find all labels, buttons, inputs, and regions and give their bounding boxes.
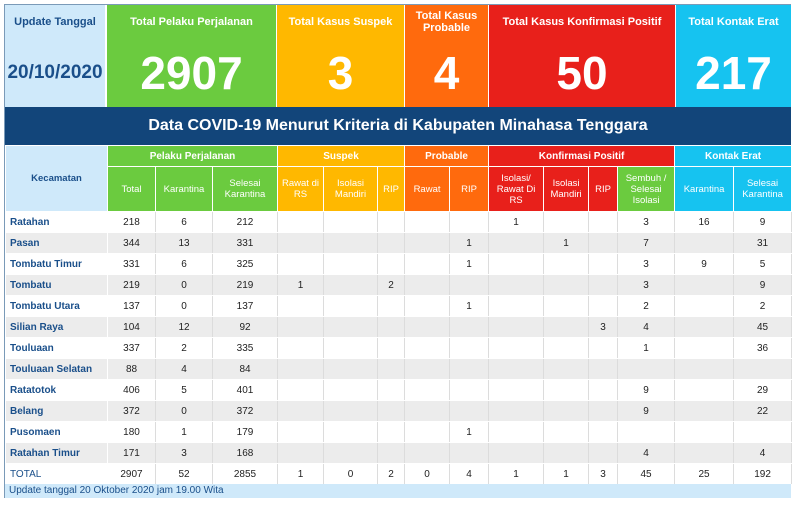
- table-cell: 3: [156, 443, 213, 464]
- table-cell: [675, 443, 734, 464]
- table-cell: [405, 233, 450, 254]
- table-cell: [489, 296, 544, 317]
- table-cell: 0: [156, 401, 213, 422]
- table-cell: 9: [675, 254, 734, 275]
- table-row: [6, 422, 792, 443]
- subheader-suspect-isolation: Isolasi Mandiri: [324, 167, 378, 212]
- table-cell: 372: [108, 401, 156, 422]
- table-cell: 335: [213, 338, 278, 359]
- table-cell: [378, 296, 405, 317]
- kecamatan-name: Tombatu Utara: [6, 296, 108, 317]
- table-cell: [278, 380, 324, 401]
- table-cell: 9: [734, 275, 792, 296]
- table-cell: 1: [489, 464, 544, 485]
- table-cell: [278, 359, 324, 380]
- table-cell: [324, 359, 378, 380]
- table-cell: 2: [734, 296, 792, 317]
- total-travel-value: 2907: [140, 47, 243, 99]
- kecamatan-name: Belang: [6, 401, 108, 422]
- subheader-probable-care: Rawat: [405, 167, 450, 212]
- group-header-confirmed: Konfirmasi Positif: [489, 146, 675, 167]
- group-header-suspect: Suspek: [278, 146, 405, 167]
- table-cell: [489, 401, 544, 422]
- table-cell: [405, 422, 450, 443]
- table-cell: 1: [278, 275, 324, 296]
- kecamatan-name: Pusomaen: [6, 422, 108, 443]
- table-cell: [450, 401, 489, 422]
- total-suspect-card: [277, 5, 404, 107]
- table-title-banner: Data COVID-19 Menurut Kriteria di Kabupaten Minahasa Tenggara: [5, 107, 791, 145]
- table-cell: [378, 401, 405, 422]
- table-cell: 4: [618, 317, 675, 338]
- table-cell: [278, 296, 324, 317]
- update-date-card: [5, 5, 106, 107]
- kecamatan-name: Touluaan Selatan: [6, 359, 108, 380]
- table-cell: 137: [108, 296, 156, 317]
- table-cell: [734, 359, 792, 380]
- table-cell: 1: [278, 464, 324, 485]
- total-confirmed-card: [489, 5, 675, 107]
- subheader-travel-done: Selesai Karantina: [213, 167, 278, 212]
- table-cell: [405, 380, 450, 401]
- table-cell: [405, 317, 450, 338]
- table-cell: 13: [156, 233, 213, 254]
- total-contact-label: Total Kontak Erat: [688, 16, 779, 28]
- total-travel-card: [107, 5, 276, 107]
- table-cell: [324, 317, 378, 338]
- table-cell: [589, 233, 618, 254]
- table-cell: 5: [734, 254, 792, 275]
- table-cell: [278, 233, 324, 254]
- table-cell: [544, 380, 589, 401]
- table-cell: [378, 212, 405, 233]
- table-cell: 2: [618, 296, 675, 317]
- table-cell: [278, 422, 324, 443]
- kecamatan-name: TOTAL: [6, 464, 108, 485]
- table-cell: 218: [108, 212, 156, 233]
- kecamatan-name: Ratatotok: [6, 380, 108, 401]
- table-cell: [324, 254, 378, 275]
- group-header-travel: Pelaku Perjalanan: [108, 146, 278, 167]
- table-cell: [734, 422, 792, 443]
- table-cell: 25: [675, 464, 734, 485]
- subheader-probable-rip: RIP: [450, 167, 489, 212]
- table-body: [6, 212, 792, 485]
- total-confirmed-label: Total Kasus Konfirmasi Positif: [502, 16, 662, 28]
- table-cell: [544, 275, 589, 296]
- table-cell: 6: [156, 212, 213, 233]
- table-row: [6, 443, 792, 464]
- table-cell: 1: [618, 338, 675, 359]
- table-cell: 0: [156, 275, 213, 296]
- table-cell: [405, 443, 450, 464]
- subheader-contact-quarantine: Karantina: [675, 167, 734, 212]
- table-cell: [324, 401, 378, 422]
- table-cell: [324, 212, 378, 233]
- group-header-probable: Probable: [405, 146, 489, 167]
- table-cell: [489, 275, 544, 296]
- total-probable-value: 4: [433, 47, 460, 99]
- table-cell: [378, 233, 405, 254]
- table-cell: [618, 359, 675, 380]
- table-cell: [589, 212, 618, 233]
- table-cell: 331: [213, 233, 278, 254]
- table-cell: [324, 275, 378, 296]
- table-cell: [378, 359, 405, 380]
- total-contact-value: 217: [695, 47, 772, 99]
- table-cell: [450, 338, 489, 359]
- table-cell: 219: [108, 275, 156, 296]
- table-cell: [489, 317, 544, 338]
- table-cell: [589, 296, 618, 317]
- kecamatan-name: Tombatu: [6, 275, 108, 296]
- table-cell: [378, 254, 405, 275]
- table-cell: [544, 443, 589, 464]
- table-cell: [618, 422, 675, 443]
- table-cell: [324, 296, 378, 317]
- table-cell: [450, 317, 489, 338]
- table-cell: 1: [156, 422, 213, 443]
- table-cell: 9: [618, 401, 675, 422]
- table-cell: 1: [450, 254, 489, 275]
- subheader-confirmed-hospital: Isolasi/ Rawat Di RS: [489, 167, 544, 212]
- table-row: [6, 275, 792, 296]
- table-cell: [589, 275, 618, 296]
- table-cell: 337: [108, 338, 156, 359]
- table-cell: 219: [213, 275, 278, 296]
- kecamatan-name: Touluaan: [6, 338, 108, 359]
- table-cell: [675, 233, 734, 254]
- table-cell: 344: [108, 233, 156, 254]
- table-cell: [378, 422, 405, 443]
- update-date-label: Update Tanggal: [14, 16, 96, 28]
- table-cell: [544, 296, 589, 317]
- table-cell: [450, 275, 489, 296]
- table-cell: [324, 338, 378, 359]
- table-cell: 2: [156, 338, 213, 359]
- table-cell: 2: [378, 275, 405, 296]
- table-cell: 3: [618, 212, 675, 233]
- table-cell: 2855: [213, 464, 278, 485]
- table-cell: [405, 401, 450, 422]
- table-cell: 31: [734, 233, 792, 254]
- table-cell: 84: [213, 359, 278, 380]
- dashboard-frame: [4, 4, 791, 498]
- table-cell: [544, 401, 589, 422]
- table-cell: 4: [156, 359, 213, 380]
- table-cell: 3: [589, 464, 618, 485]
- group-header-contact: Kontak Erat: [675, 146, 792, 167]
- table-cell: [489, 233, 544, 254]
- kecamatan-name: Ratahan: [6, 212, 108, 233]
- table-cell: 168: [213, 443, 278, 464]
- table-cell: 9: [734, 212, 792, 233]
- kecamatan-name: Tombatu Timur: [6, 254, 108, 275]
- table-cell: 36: [734, 338, 792, 359]
- table-cell: [675, 401, 734, 422]
- table-cell: [544, 338, 589, 359]
- table-cell: 1: [544, 233, 589, 254]
- table-cell: 3: [618, 275, 675, 296]
- subheader-confirmed-rip: RIP: [589, 167, 618, 212]
- table-cell: 4: [618, 443, 675, 464]
- table-total-row: [6, 464, 792, 485]
- subheader-travel-total: Total: [108, 167, 156, 212]
- table-cell: 331: [108, 254, 156, 275]
- table-cell: [405, 359, 450, 380]
- table-row: [6, 212, 792, 233]
- table-cell: [324, 380, 378, 401]
- table-cell: [675, 275, 734, 296]
- total-probable-card: [405, 5, 488, 107]
- table-cell: [589, 338, 618, 359]
- table-cell: 52: [156, 464, 213, 485]
- table-row: [6, 401, 792, 422]
- table-cell: [589, 422, 618, 443]
- table-cell: [675, 380, 734, 401]
- table-cell: 16: [675, 212, 734, 233]
- table-row: [6, 296, 792, 317]
- table-cell: [378, 380, 405, 401]
- update-date-value: 20/10/2020: [7, 62, 103, 83]
- table-cell: [278, 338, 324, 359]
- table-cell: 406: [108, 380, 156, 401]
- table-cell: [324, 422, 378, 443]
- table-cell: 0: [156, 296, 213, 317]
- subheader-confirmed-isolation: Isolasi Mandiri: [544, 167, 589, 212]
- table-cell: 1: [489, 212, 544, 233]
- table-cell: 45: [618, 464, 675, 485]
- table-cell: 3: [618, 254, 675, 275]
- table-cell: [544, 359, 589, 380]
- table-cell: [450, 359, 489, 380]
- table-cell: 7: [618, 233, 675, 254]
- table-cell: 4: [450, 464, 489, 485]
- covid-data-table: [5, 145, 792, 485]
- table-cell: [278, 443, 324, 464]
- table-cell: [278, 401, 324, 422]
- table-cell: 179: [213, 422, 278, 443]
- table-cell: [405, 275, 450, 296]
- table-cell: 12: [156, 317, 213, 338]
- table-cell: [675, 296, 734, 317]
- table-cell: [675, 359, 734, 380]
- total-confirmed-value: 50: [556, 47, 608, 99]
- kecamatan-header: Kecamatan: [6, 146, 108, 212]
- table-cell: 180: [108, 422, 156, 443]
- table-cell: 3: [589, 317, 618, 338]
- table-cell: 137: [213, 296, 278, 317]
- table-row: [6, 254, 792, 275]
- table-cell: 192: [734, 464, 792, 485]
- table-cell: 1: [450, 296, 489, 317]
- subheader-confirmed-recovered: Sembuh / Selesai Isolasi: [618, 167, 675, 212]
- total-suspect-value: 3: [327, 47, 354, 99]
- kecamatan-name: Silian Raya: [6, 317, 108, 338]
- table-cell: 372: [213, 401, 278, 422]
- table-cell: [544, 317, 589, 338]
- total-travel-label: Total Pelaku Perjalanan: [130, 16, 253, 28]
- table-cell: [450, 212, 489, 233]
- table-cell: 45: [734, 317, 792, 338]
- table-cell: [589, 254, 618, 275]
- table-cell: 4: [734, 443, 792, 464]
- table-cell: [489, 422, 544, 443]
- kecamatan-name: Ratahan Timur: [6, 443, 108, 464]
- table-cell: 0: [324, 464, 378, 485]
- subheader-travel-quarantine: Karantina: [156, 167, 213, 212]
- table-cell: [589, 443, 618, 464]
- table-cell: [489, 254, 544, 275]
- table-cell: [278, 317, 324, 338]
- subheader-contact-done: Selesai Karantina: [734, 167, 792, 212]
- kecamatan-name: Pasan: [6, 233, 108, 254]
- table-cell: [675, 338, 734, 359]
- table-cell: 22: [734, 401, 792, 422]
- table-cell: 9: [618, 380, 675, 401]
- table-cell: 0: [405, 464, 450, 485]
- table-cell: [405, 254, 450, 275]
- table-row: [6, 380, 792, 401]
- table-cell: 1: [450, 233, 489, 254]
- total-contact-card: [676, 5, 791, 107]
- table-cell: 104: [108, 317, 156, 338]
- table-cell: [405, 338, 450, 359]
- table-cell: [589, 401, 618, 422]
- table-row: [6, 317, 792, 338]
- table-cell: 171: [108, 443, 156, 464]
- table-cell: [544, 422, 589, 443]
- table-cell: 6: [156, 254, 213, 275]
- table-cell: [324, 443, 378, 464]
- table-cell: [450, 443, 489, 464]
- table-cell: [378, 443, 405, 464]
- table-cell: [544, 254, 589, 275]
- table-cell: [378, 338, 405, 359]
- total-suspect-label: Total Kasus Suspek: [288, 16, 393, 28]
- table-cell: [589, 359, 618, 380]
- table-row: [6, 359, 792, 380]
- table-cell: 2907: [108, 464, 156, 485]
- table-cell: [489, 443, 544, 464]
- footer-update-note: Update tanggal 20 Oktober 2020 jam 19.00 Wita: [5, 484, 791, 498]
- table-cell: [675, 317, 734, 338]
- table-cell: [675, 422, 734, 443]
- table-cell: [489, 359, 544, 380]
- table-cell: [544, 212, 589, 233]
- table-cell: [278, 254, 324, 275]
- table-cell: 29: [734, 380, 792, 401]
- table-row: [6, 338, 792, 359]
- table-cell: 2: [378, 464, 405, 485]
- table-cell: [589, 380, 618, 401]
- subheader-suspect-rip: RIP: [378, 167, 405, 212]
- table-cell: 1: [544, 464, 589, 485]
- table-cell: [450, 380, 489, 401]
- table-cell: [489, 380, 544, 401]
- table-cell: 88: [108, 359, 156, 380]
- table-cell: [378, 317, 405, 338]
- subheader-suspect-hospital: Rawat di RS: [278, 167, 324, 212]
- total-probable-label: Total Kasus Probable: [415, 10, 478, 34]
- table-cell: 5: [156, 380, 213, 401]
- table-cell: 1: [450, 422, 489, 443]
- table-cell: 401: [213, 380, 278, 401]
- table-cell: 212: [213, 212, 278, 233]
- table-cell: [405, 296, 450, 317]
- table-cell: [278, 212, 324, 233]
- table-cell: [405, 212, 450, 233]
- table-cell: 325: [213, 254, 278, 275]
- table-cell: [324, 233, 378, 254]
- table-cell: [489, 338, 544, 359]
- table-cell: 92: [213, 317, 278, 338]
- table-row: [6, 233, 792, 254]
